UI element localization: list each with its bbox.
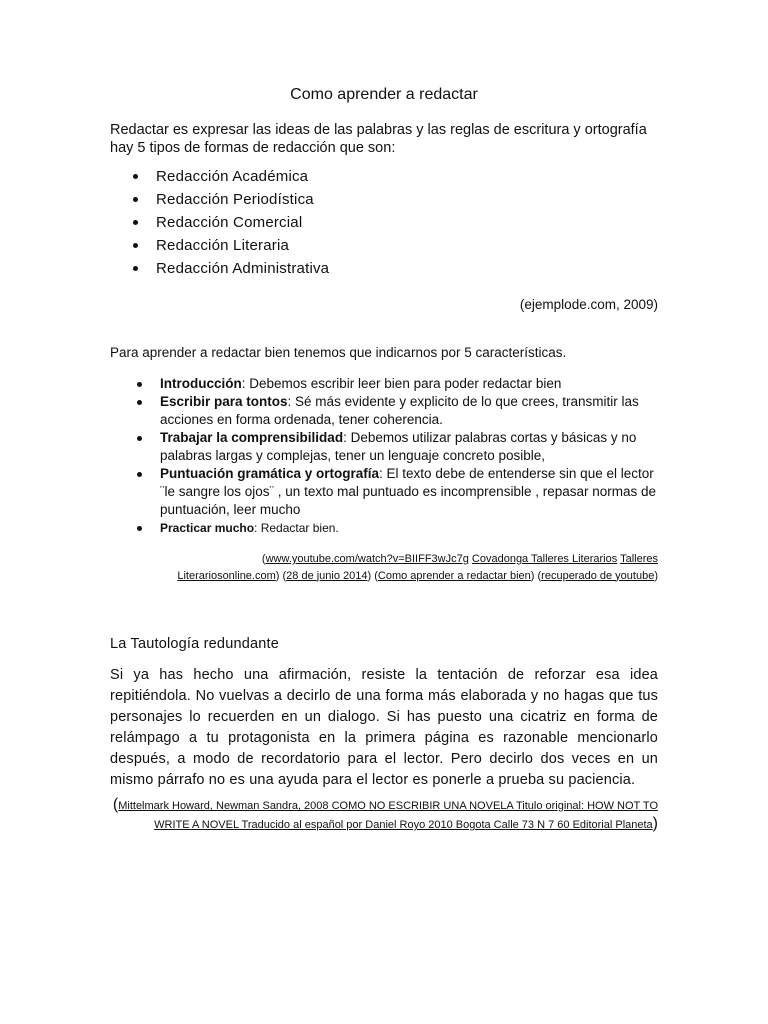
youtube-link[interactable]: www.youtube.com/watch?v=BIIFF3wJc7g: [265, 553, 469, 565]
book-citation-link[interactable]: Mittelmark Howard, Newman Sandra, 2008 COMO NO ESCRIBIR UNA NOVELA Titulo original: HOW NOT TO WRITE A NOVEL Traducido al español por Daniel Royo 2010 Bogota Calle 73 N 7 60 Editorial Planeta: [118, 800, 658, 831]
covadonga-link[interactable]: Covadonga Talleres Literarios: [471, 553, 618, 565]
list-item: [110, 393, 658, 429]
list-item: [110, 375, 658, 393]
term: Escribir para tontos: [160, 394, 288, 409]
description: : Sé más evidente y explicito de lo que crees, transmitir las acciones en forma ordenada, tener coherencia.: [160, 394, 639, 427]
paren: (: [112, 796, 119, 813]
description: : Debemos escribir leer bien para poder redactar bien: [241, 376, 562, 391]
paren: ): [652, 815, 658, 832]
description: : Debemos utilizar palabras cortas y básicas y no palabras largas y complejas, tener un lenguaje concreto posible,: [160, 430, 637, 463]
tautology-paragraph: Si ya has hecho una afirmación, resiste la tentación de reforzar esa idea repitiéndola. No vuelvas a decirlo de una forma más elaborada y no hagas que tus personajes lo recuerden en un dialogo. Si has puesto una cicatriz en forma de relámpago a tu protagonista en la primera página es razonable mencionarlo después, a modo de recordatorio para el lector. Pero decirlo dos veces en un mismo párrafo no es una ayuda para el lector es ponerle a prueba su paciencia.: [110, 667, 658, 788]
page-title: Como aprender a redactar: [290, 86, 478, 103]
list-item: Redacción Literaria: [110, 234, 658, 257]
description: : El texto debe de entenderse sin que el lector ¨le sangre los ojos¨ , un texto mal puntuado es incomprensible , repasar normas de puntuación, leer mucho: [160, 466, 657, 517]
list-item: Redacción Académica: [110, 165, 658, 188]
term: Trabajar la comprensibilidad: [160, 430, 344, 445]
list-item: Redacción Administrativa: [110, 257, 658, 280]
list-item: [110, 465, 658, 519]
term: Practicar mucho: [160, 521, 255, 535]
citation-book: [110, 796, 658, 834]
paren: ): [654, 569, 658, 582]
list-item: [110, 429, 658, 465]
writing-types-list: [110, 165, 658, 280]
paren: ) (: [530, 569, 542, 582]
paren: ) (: [367, 569, 378, 582]
date-link[interactable]: 28 de junio 2014: [286, 569, 368, 582]
retrieved-link[interactable]: recuperado de youtube: [541, 569, 655, 582]
list-item: [110, 519, 658, 537]
section-heading: La Tautología redundante: [110, 636, 280, 652]
characteristics-list: [110, 375, 658, 537]
paren: (: [261, 553, 266, 565]
citation-youtube: [160, 551, 658, 584]
citation-ejemplode: (ejemplode.com, 2009): [519, 297, 658, 312]
paren: ) (: [275, 569, 287, 582]
term: Introducción: [160, 376, 242, 391]
term: Puntuación gramática y ortografía: [160, 466, 380, 481]
list-item: Redacción Comercial: [110, 211, 658, 234]
intro-paragraph: Redactar es expresar las ideas de las palabras y las reglas de escritura y ortografía hay 5 tipos de formas de redacción que son:: [110, 122, 647, 156]
video-title-link[interactable]: Como aprender a redactar bien: [377, 569, 531, 582]
talleres-link[interactable]: Talleres Literariosonline.com: [177, 553, 658, 582]
characteristics-intro: Para aprender a redactar bien tenemos que indicarnos por 5 características.: [110, 345, 567, 360]
list-item: Redacción Periodística: [110, 188, 658, 211]
description: : Redactar bien.: [254, 521, 339, 535]
